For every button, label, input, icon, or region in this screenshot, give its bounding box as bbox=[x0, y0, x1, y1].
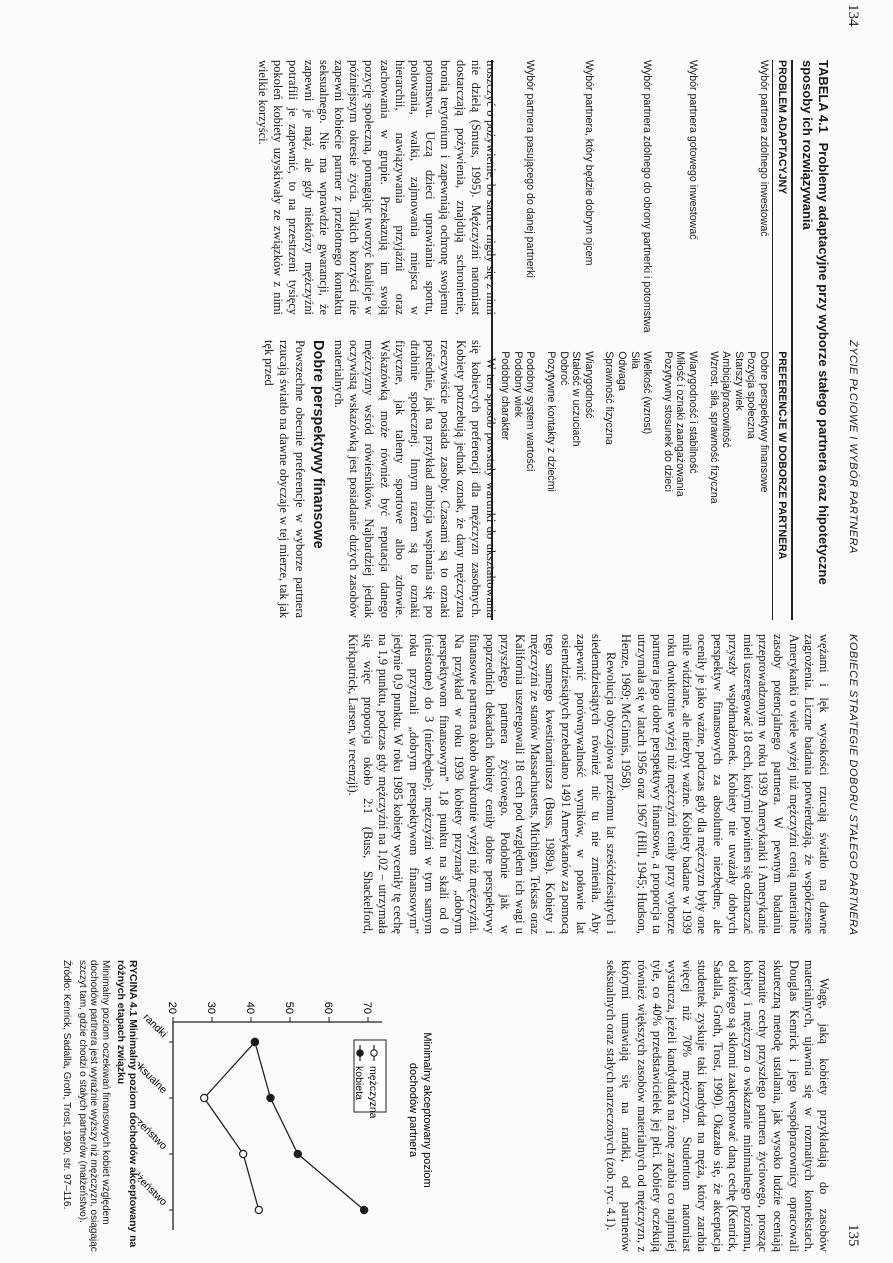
running-head: KOBIECE STRATEGIE DOBORU STAŁEGO PARTNERA bbox=[847, 634, 859, 936]
y-tick-label: 50 bbox=[283, 1001, 295, 1014]
table-cell-preferences bbox=[701, 351, 772, 620]
preference-item: Sprawność fizyczna bbox=[603, 351, 616, 445]
page-number: 135 bbox=[845, 1224, 861, 1247]
x-tick-label: seksualne bbox=[138, 1054, 170, 1097]
table-row bbox=[701, 60, 772, 620]
chart-marks bbox=[201, 1038, 386, 1213]
text-column-left bbox=[345, 634, 832, 934]
figure-caption-text: Minimalny poziom oczekiwań finansowych kobiet względem dochodów partnera jest wyraźnie wyższy niż mężczyzn, osiągając szczyt tam, gdzie chodzi o stałych partnerów (małżeństwo). bbox=[76, 960, 111, 1252]
table-caption bbox=[799, 60, 831, 620]
legend-label: kobieta bbox=[353, 1066, 365, 1100]
legend-marker bbox=[371, 1050, 377, 1056]
table-body bbox=[492, 60, 773, 620]
text-column-left bbox=[255, 60, 498, 315]
preference-item: Pozytywne kontakty z dziećmi bbox=[545, 351, 558, 492]
paragraph: Wagę, jaką kobiety przykładają do zasobów materialnych, ujawnia się w rozmaitych kontekstach. Douglas Kenrick i jego współpracownicy opracowali skuteczną metodę ustalania, jak wysoko ludzie oceniają rozmaite cechy przyszłego partnera życiowego, prosząc kobiety i mężczyzn o wskazanie minimalnego poziomu, od którego są skłonni zaakceptować daną cechę (Kenrick, Sadalla, Groth, Trost, 1990). Okazało się, że akceptacja studentek zyskuje taki kandydat na męża, który zarabia więcej niż 70% mężczyzn. Studentom natomiast wystarcza, jeżeli kandydatka na żonę zarabia co najmniej tyle, co 40% przedstawicielek jej płci. Kobiety oczekują również większych zasobów materialnych od mężczyzn, z którymi umawiają się na randki, od partnerów seksualnych oraz stałych narzeczonych (zob. ryc. 4.1). bbox=[604, 960, 831, 1252]
table-header-preferences: PREFERENCJE W DOBORZE PARTNERA bbox=[773, 351, 793, 620]
figure-title: Minimalny poziom dochodów akceptowany na różnych etapach związku bbox=[115, 960, 138, 1248]
x-tick-label: małżeństwo bbox=[138, 1160, 170, 1209]
preference-item: Dobroć bbox=[557, 351, 570, 386]
y-tick-label: 20 bbox=[166, 1001, 178, 1014]
preference-item: Podobny charakter bbox=[499, 351, 512, 441]
table-cell-preferences bbox=[655, 351, 701, 620]
table-cell-preferences bbox=[539, 351, 597, 620]
preference-item: Podobny wiek bbox=[511, 351, 524, 418]
paragraph: Powszechne obecnie preferencje w wyborze partnera rzucają światło na dawne obyczaje w tej mierze, tak jak tęk przed bbox=[262, 340, 307, 618]
preference-item: Wiarygodność bbox=[582, 351, 595, 419]
table-row bbox=[539, 60, 597, 620]
y-tick-label: 40 bbox=[244, 1001, 256, 1014]
data-point bbox=[361, 1206, 368, 1213]
table-cell-preferences bbox=[492, 351, 539, 620]
preference-item: Odwaga bbox=[616, 351, 629, 391]
preference-item: Miłość i oznaki zaangażowania bbox=[674, 351, 687, 497]
preference-item: Wielkość (wzrost) bbox=[641, 351, 654, 435]
table-cell-problem: Wybór partnera zdolnego inwestować bbox=[758, 60, 770, 237]
series-line-men bbox=[204, 1042, 259, 1210]
y-axis-title: Minimalny akceptowany poziom bbox=[421, 1032, 433, 1188]
adaptive-problems-table bbox=[491, 60, 793, 620]
text-column-right bbox=[261, 340, 498, 618]
table-row bbox=[492, 60, 539, 620]
data-point bbox=[240, 1150, 247, 1157]
table-cell-problem: Wybór partnera, który będzie dobrym ojcem bbox=[582, 60, 595, 266]
y-tick-label: 60 bbox=[322, 1001, 334, 1014]
text-column-right bbox=[603, 960, 831, 1252]
preference-item: Starszy wiek bbox=[732, 351, 745, 411]
right-page bbox=[0, 630, 893, 1260]
paragraph: wężami i lęk wysokości rzucają światło na dawne zagrożenia. Liczne badania potwierdzają, że współczesne Amerykanki o wiele wyżej niż mężczyźni cenią materialne zasoby potencjalnego partnera. W pewnym badaniu przeprowadzonym w roku 1939 Amerykanki i Amerykanie mieli uszeregować 18 cech, którymi powinien się odznaczać przyszły współmałżonek. Kobiety nie uważały dobrych perspektyw finansowych za absolutnie niezbędne, ale oceniły je jako ważne, podczas gdy dla mężczyzn były one mile widziane, ale niezbyt ważne. Kobiety badane w 1939 roku dwukrotnie wyżej niż mężczyźni ceniły przy wyborze partnera jego dobre perspektywy finansowe, a proporcja ta utrzymała się w latach 1956 oraz 1967 (Hill, 1945; Hudson, Henze, 1969; McGinnis, 1958). bbox=[619, 634, 831, 935]
chart-axes bbox=[138, 1002, 433, 1230]
table-cell-problem: Wybór partnera pasującego do danej partnerki bbox=[492, 60, 539, 351]
table-cell-problem: Wybór partnera gotowego inwestować bbox=[687, 60, 700, 240]
x-tick-label: randki bbox=[140, 1011, 170, 1041]
table-row bbox=[655, 60, 701, 620]
figure-source: Źródło: Kenrick, Sadalla, Groth, Trost, 1990, str. 97–116. bbox=[61, 960, 73, 1210]
preference-item: Wzrost, siła, sprawność fizyczna bbox=[707, 351, 720, 504]
figure-caption bbox=[60, 960, 138, 1252]
table-title: Problemy adaptacyjne przy wyborze stałego partnera oraz hipotetyczne sposoby ich rozwiązywania bbox=[800, 60, 831, 585]
figure-4-1 bbox=[18, 960, 438, 1260]
preference-item: Stałość w uczuciach bbox=[570, 351, 583, 447]
table-label: TABELA 4.1 bbox=[816, 60, 831, 133]
data-point bbox=[251, 1038, 258, 1045]
data-point bbox=[294, 1150, 301, 1157]
data-point bbox=[267, 1094, 274, 1101]
running-head: ŻYCIE PŁCIOWE I WYBÓR PARTNERA bbox=[847, 340, 859, 554]
y-axis-title: dochodów partnera bbox=[407, 1062, 419, 1158]
preference-item: Dobre perspektywy finansowe bbox=[758, 351, 770, 493]
figure-label: RYCINA 4.1 bbox=[127, 960, 138, 1017]
preference-item: Pozytywny stosunek do dzieci bbox=[661, 351, 674, 492]
preference-item: Pozycja społeczna bbox=[745, 351, 758, 439]
preference-item: Wiarygodność i stabilność bbox=[687, 351, 700, 474]
preference-item: Ambicja/pracowitość bbox=[720, 351, 733, 448]
paragraph: troszczyć o pożywienie, bo samce nigdy się z nimi nie dzielą (Smuts, 1995). Mężczyźni natomiast dostarczają pożywienia, znajdują schronienie, bronią terytorium i zapewniają ochronę swojemu potomstwu. Uczą dzieci uprawiania sportu, polowania, walki, zajmowania miejsca w hierarchii, nawiązywania przyjaźni oraz zachowania w grupie. Przekazują im swoją pozycję społeczną, pomagając tworzyć koalicje w późniejszym okresie życia. Takich korzyści nie zapewni kobiecie partner z przelotnego kontaktu seksualnego. Nie ma wprawdzie gwarancji, że zapewni je mąż, ale gdy niektórzy mężczyźni potrafili je zapewnić, to na przestrzeni tysięcy pokoleń kobiety uzyskiwały ze związków z nimi wielkie korzyści. bbox=[255, 60, 498, 315]
page-number: 134 bbox=[845, 4, 861, 27]
paragraph: Rewolucja obyczajowa przełomu lat sześćdziesiątych i siedemdziesiątych również nic tu nie zmieniła. Aby zapewnić porównywalność wyników, w połowie lat osiemdziesiątych przebadano 1491 Amerykanów za pomocą tego samego kwestionariusza (Buss, 1989a). Kobiety i mężczyźni ze stanów Massachusetts, Michigan, Teksas oraz Kalifornia uszeregowali 18 cech pod względem ich wagi u przyszłego partnera życiowego. Podobnie jak w poprzednich dekadach kobiety ceniły dobre perspektywy finansowe partnera około dwukrotnie wyżej niż mężczyźni. Na przykład w roku 1939 kobiety przyznały „dobrym perspektywom finansowym” 1,8 punktu na skali od 0 (nieistotne) do 3 (niezbędne); mężczyźni w tym samym roku przyznali „dobrym perspektywom finansowym” jedynie 0,9 punktu. W roku 1985 kobiety wyceniły tę cechę na 1,9 punktu, podczas gdy mężczyźni na 1,02 – utrzymała się więc proporcja około 2:1 (Buss, Shackelford, Kirkpatrick, Larsen, w recenzji). bbox=[345, 634, 619, 934]
table-cell-problem: Wybór partnera zdolnego do obrony partnerki i potomstwa bbox=[641, 60, 654, 333]
legend-label: mężczyzna bbox=[367, 1066, 379, 1119]
paragraph: W ten sposób powstały warunki do ukształtowania się kobiecych preferencji dla mężczyzn zasobnych. Kobiety potrzebują jednak oznak, że dany mężczyzna rzeczywiście posiada zasoby. Czasami są to oznaki pośrednie, jak na przykład ambicja wspinania się po drabinie społecznej. Innym razem są to oznaki fizyczne, jak talenty sportowe albo zdrowie. Wskazówką może również być reputacja danego mężczyzny wśród rówieśników. Najbardziej jednak oczywistą wskazówką jest posiadanie dużych zasobów materialnych. bbox=[331, 340, 498, 618]
legend-marker bbox=[357, 1050, 363, 1056]
income-chart bbox=[138, 960, 438, 1260]
y-tick-label: 70 bbox=[361, 1001, 373, 1014]
table-cell-preferences bbox=[597, 351, 655, 620]
series-line-women bbox=[255, 1042, 364, 1210]
preference-item: Siła bbox=[628, 351, 641, 369]
left-page bbox=[0, 0, 893, 620]
data-point bbox=[255, 1206, 262, 1213]
section-heading: Dobre perspektywy finansowe bbox=[309, 340, 326, 549]
data-point bbox=[201, 1094, 208, 1101]
y-tick-label: 30 bbox=[205, 1001, 217, 1014]
table-row bbox=[597, 60, 655, 620]
preference-item: Podobny system wartości bbox=[524, 351, 537, 472]
x-tick-label: narzeczeństwo bbox=[138, 1094, 170, 1153]
table-header-problem: PROBLEM ADAPTACYJNY bbox=[773, 60, 793, 351]
